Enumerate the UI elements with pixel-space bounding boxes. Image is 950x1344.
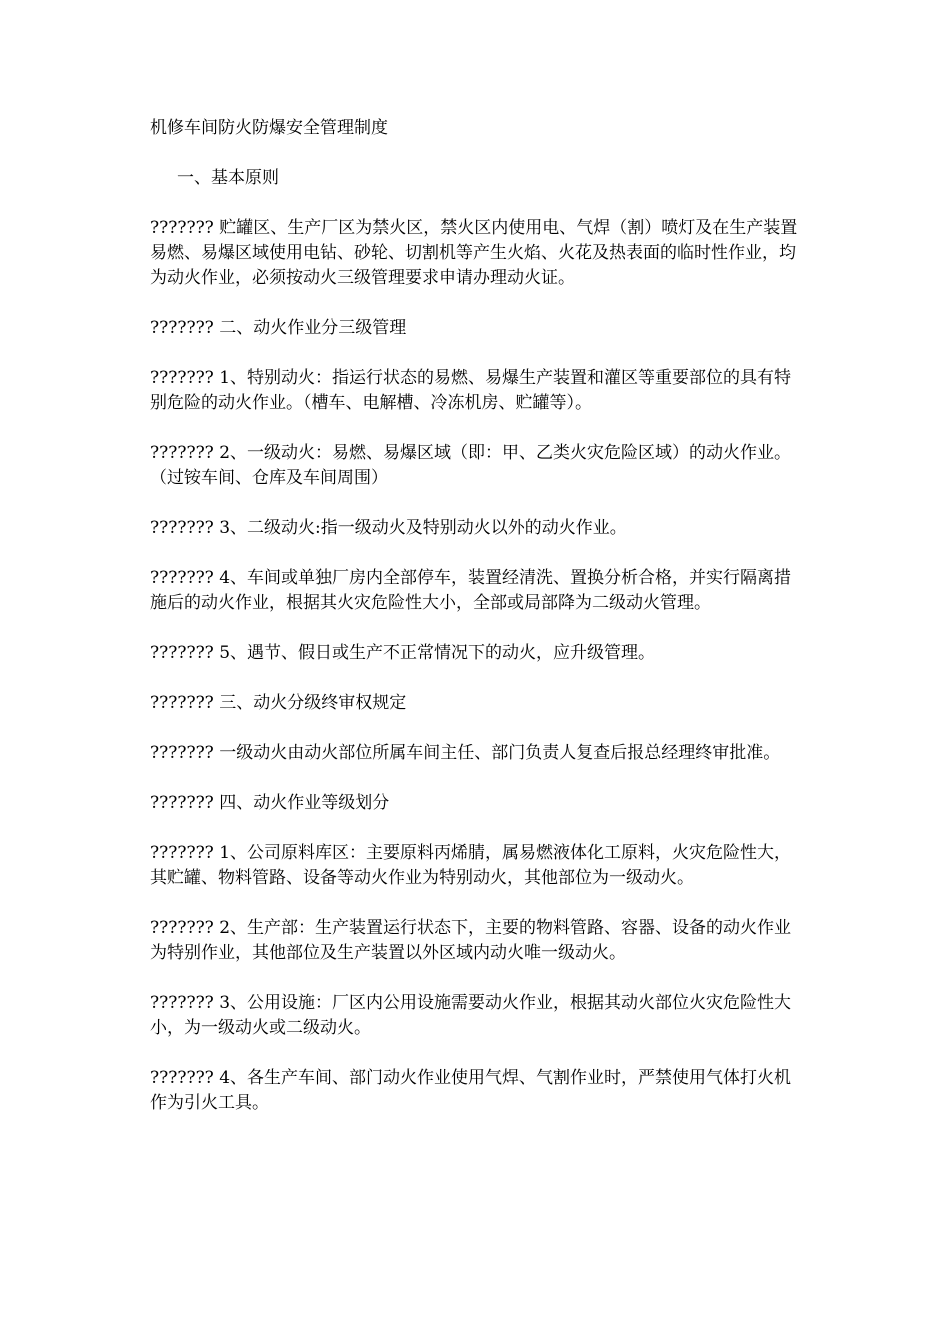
paragraph: ??????? 3、二级动火:指一级动火及特别动火以外的动火作业。 xyxy=(150,518,627,538)
section-heading: ??????? 四、动火作业等级划分 xyxy=(150,793,390,813)
paragraph: ??????? 1、特别动火：指运行状态的易燃、易爆生产装置和灌区等重要部位的具有特别危险的动火作业。（槽车、电解槽、冷冻机房、贮罐等）。 xyxy=(150,368,792,413)
paragraph: ??????? 贮罐区、生产厂区为禁火区，禁火区内使用电、气焊（割）喷灯及在生产装置易燃、易爆区域使用电钻、砂轮、切割机等产生火焰、火花及热表面的临时性作业，均为动火作业，必须按动火三级管理要求申请办理动火证。 xyxy=(150,218,798,288)
paragraph: ??????? 2、生产部：生产装置运行状态下，主要的物料管路、容器、设备的动火作业为特别作业，其他部位及生产装置以外区域内动火唯一级动火。 xyxy=(150,918,792,963)
document-title: 机修车间防火防爆安全管理制度 xyxy=(150,118,388,138)
paragraph: ??????? 1、公司原料库区：主要原料丙烯腈，属易燃液体化工原料，火灾危险性大，其贮罐、物料管路、设备等动火作业为特别动火，其他部位为一级动火。 xyxy=(150,843,792,888)
paragraph: ??????? 2、一级动火：易燃、易爆区域（即：甲、乙类火灾危险区域）的动火作业。（过铵车间、仓库及车间周围） xyxy=(150,443,792,488)
paragraph: ??????? 一级动火由动火部位所属车间主任、部门负责人复查后报总经理终审批准。 xyxy=(150,743,781,763)
document-body xyxy=(150,116,805,1141)
section-heading-basic-principles: 一、基本原则 xyxy=(177,168,279,188)
section-heading: ??????? 二、动火作业分三级管理 xyxy=(150,318,407,338)
paragraph: ??????? 4、车间或单独厂房内全部停车，装置经清洗、置换分析合格，并实行隔离措施后的动火作业，根据其火灾危险性大小，全部或局部降为二级动火管理。 xyxy=(150,568,792,613)
paragraph: ??????? 4、各生产车间、部门动火作业使用气焊、气割作业时，严禁使用气体打火机作为引火工具。 xyxy=(150,1068,792,1113)
paragraph: ??????? 3、公用设施：厂区内公用设施需要动火作业，根据其动火部位火灾危险性大小，为一级动火或二级动火。 xyxy=(150,993,792,1038)
paragraph: ??????? 5、遇节、假日或生产不正常情况下的动火，应升级管理。 xyxy=(150,643,656,663)
section-heading: ??????? 三、动火分级终审权规定 xyxy=(150,693,407,713)
